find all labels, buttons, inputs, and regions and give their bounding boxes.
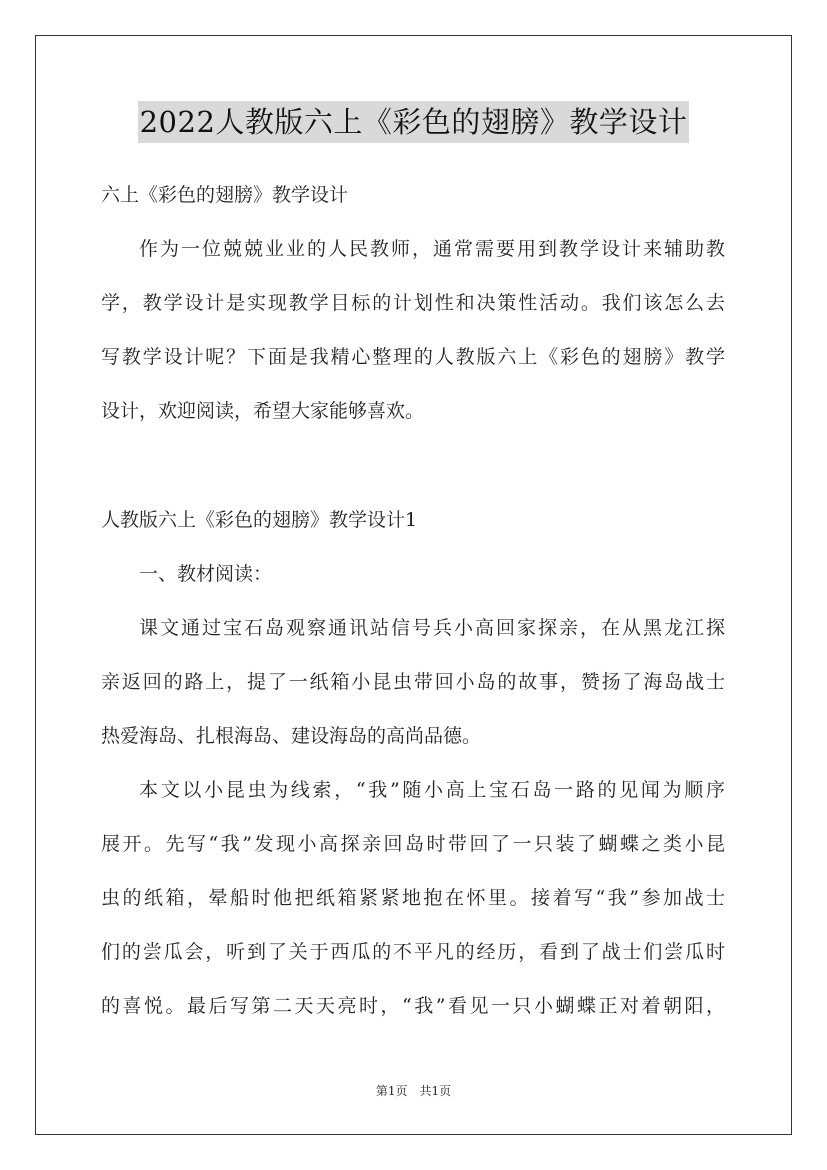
intro-line-2: 学，教学设计是实现教学目标的计划性和决策性活动。我们该怎么去 [101, 292, 725, 314]
subheading-textbook-reading: 一、教材阅读： [139, 563, 273, 585]
document-title: 2022人教版六上《彩色的翅膀》教学设计 [138, 101, 690, 143]
para1-line-3: 热爱海岛、扎根海岛、建设海岛的高尚品德。 [101, 725, 482, 747]
para2-line-1: 本文以小昆虫为线索，“我”随小高上宝石岛一路的见闻为顺序 [139, 779, 725, 801]
title-container [0, 101, 827, 143]
intro-line-1: 作为一位兢兢业业的人民教师，通常需要用到教学设计来辅助教 [139, 238, 725, 260]
para1-line-2: 亲返回的路上，提了一纸箱小昆虫带回小岛的故事，赞扬了海岛战士 [101, 671, 725, 693]
intro-line-4: 设计，欢迎阅读，希望大家能够喜欢。 [101, 400, 425, 422]
para1-line-1: 课文通过宝石岛观察通讯站信号兵小高回家探亲，在从黑龙江探 [139, 617, 725, 639]
para2-line-4: 们的尝瓜会，听到了关于西瓜的不平凡的经历，看到了战士们尝瓜时 [101, 941, 725, 963]
para2-line-3: 虫的纸箱，晕船时他把纸箱紧紧地抱在怀里。接着写“我”参加战士 [101, 887, 725, 909]
design-heading: 人教版六上《彩色的翅膀》教学设计1 [101, 509, 418, 531]
para2-line-5: 的喜悦。最后写第二天天亮时，“我”看见一只小蝴蝶正对着朝阳， [101, 995, 725, 1017]
page-footer: 第1页 共1页 [375, 1084, 452, 1098]
para2-line-2: 展开。先写“我”发现小高探亲回岛时带回了一只装了蝴蝶之类小昆 [101, 833, 725, 855]
intro-line-3: 写教学设计呢？下面是我精心整理的人教版六上《彩色的翅膀》教学 [101, 346, 725, 368]
section-heading: 六上《彩色的翅膀》教学设计 [101, 184, 349, 206]
